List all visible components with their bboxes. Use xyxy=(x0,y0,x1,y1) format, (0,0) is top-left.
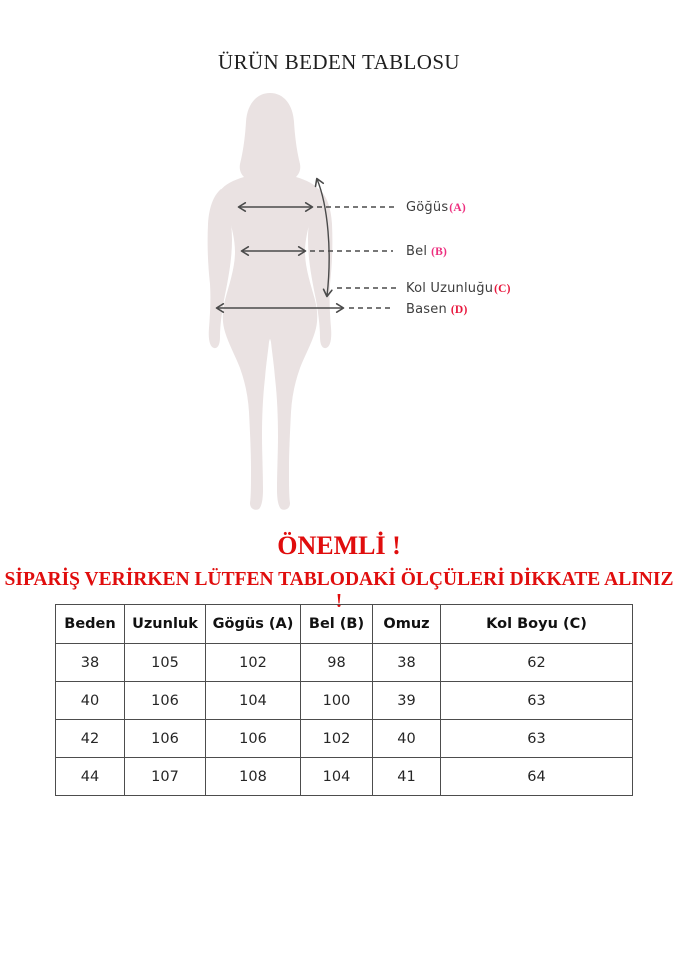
measure-label-chest xyxy=(406,200,466,215)
cell: 41 xyxy=(373,758,441,796)
measure-label-text: Basen xyxy=(406,302,447,317)
table-row xyxy=(56,758,633,796)
cell: 104 xyxy=(301,758,373,796)
measure-label-text: Kol Uzunluğu xyxy=(406,281,494,296)
cell: 105 xyxy=(125,644,206,682)
cell: 104 xyxy=(206,682,301,720)
measure-letter-b: (B) xyxy=(431,246,448,258)
cell: 102 xyxy=(206,644,301,682)
measure-label-text: Bel xyxy=(406,244,428,259)
cell: 98 xyxy=(301,644,373,682)
measure-label-waist xyxy=(406,244,447,259)
cell: 38 xyxy=(373,644,441,682)
size-table-header-row xyxy=(56,605,633,644)
col-header-omuz: Omuz xyxy=(373,605,441,644)
cell: 107 xyxy=(125,758,206,796)
table-row xyxy=(56,720,633,758)
cell: 63 xyxy=(441,720,633,758)
measure-label-hip xyxy=(406,302,467,317)
important-subheading: SİPARİŞ VERİRKEN LÜTFEN TABLODAKİ ÖLÇÜLERİ DİKKATE ALINIZ ! xyxy=(4,569,674,612)
cell: 106 xyxy=(206,720,301,758)
col-header-uzunluk: Uzunluk xyxy=(125,605,206,644)
cell: 38 xyxy=(56,644,125,682)
measure-label-sleeve xyxy=(406,281,511,296)
cell: 40 xyxy=(56,682,125,720)
col-header-gogus: Gögüs (A) xyxy=(206,605,301,644)
table-row xyxy=(56,644,633,682)
measure-letter-d: (D) xyxy=(450,304,468,316)
cell: 108 xyxy=(206,758,301,796)
col-header-beden: Beden xyxy=(56,605,125,644)
measure-letter-a: (A) xyxy=(449,202,466,214)
cell: 100 xyxy=(301,682,373,720)
measure-letter-c: (C) xyxy=(494,283,511,295)
cell: 102 xyxy=(301,720,373,758)
cell: 44 xyxy=(56,758,125,796)
cell: 63 xyxy=(441,682,633,720)
cell: 40 xyxy=(373,720,441,758)
col-header-bel: Bel (B) xyxy=(301,605,373,644)
cell: 62 xyxy=(441,644,633,682)
size-table xyxy=(55,604,633,796)
col-header-kol-boyu: Kol Boyu (C) xyxy=(441,605,633,644)
cell: 39 xyxy=(373,682,441,720)
cell: 106 xyxy=(125,720,206,758)
cell: 64 xyxy=(441,758,633,796)
page-title: ÜRÜN BEDEN TABLOSU xyxy=(218,50,460,74)
cell: 106 xyxy=(125,682,206,720)
cell: 42 xyxy=(56,720,125,758)
table-row xyxy=(56,682,633,720)
important-heading: ÖNEMLİ ! xyxy=(277,531,401,560)
female-silhouette xyxy=(220,93,320,510)
measure-label-text: Göğüs xyxy=(406,200,449,215)
